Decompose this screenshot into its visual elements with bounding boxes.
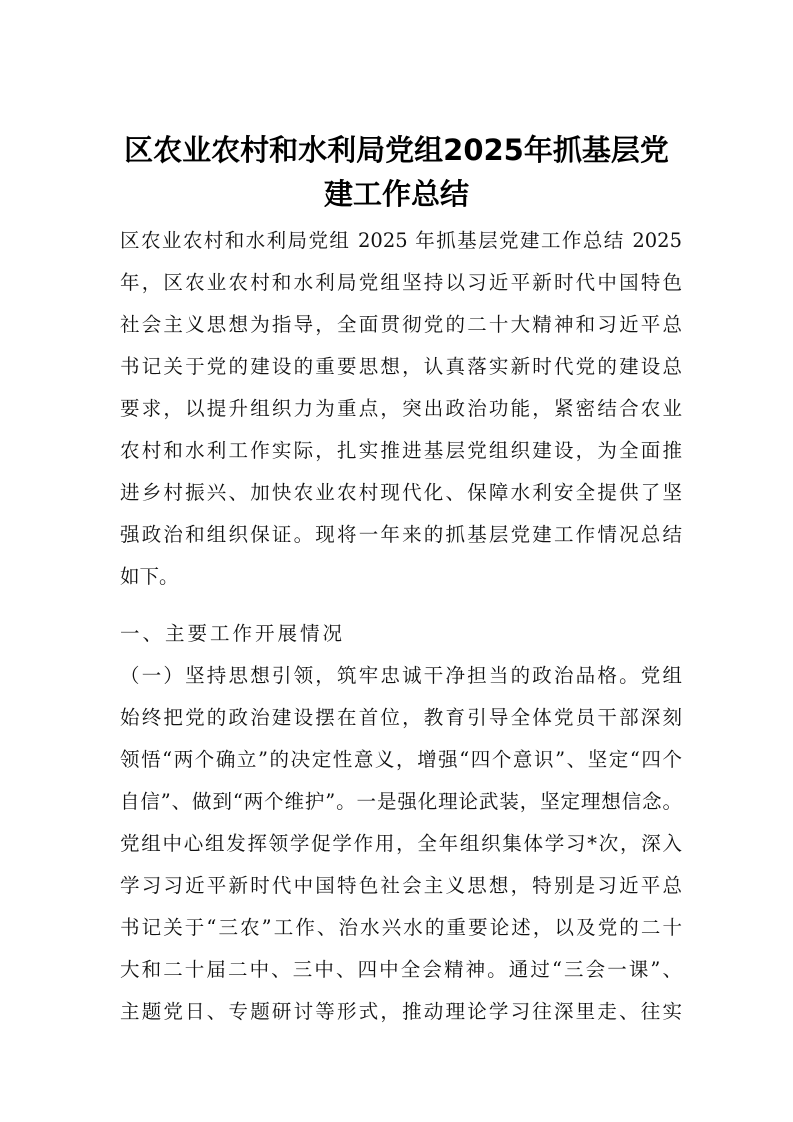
document-title-line-1: 区农业农村和水利局党组2025年抓基层党 [124, 133, 669, 167]
text-line: 年，区农业农村和水利局党组坚持以习近平新时代中国特色 [120, 271, 682, 294]
text-line: 进乡村振兴、加快农业农村现代化、保障水利安全提供了坚 [120, 481, 682, 504]
text-line: 始终把党的政治建设摆在首位，教育引导全体党员干部深刻 [120, 706, 682, 729]
text-line: 大和二十届二中、三中、四中全会精神。通过“三会一课”、 [120, 958, 682, 981]
text-line: 强政治和组织保证。现将一年来的抓基层党建工作情况总结 [120, 523, 682, 546]
text-line: 领悟“两个确立”的决定性意义，增强“四个意识”、坚定“四个 [120, 748, 682, 771]
text-line: 社会主义思想为指导，全面贯彻党的二十大精神和习近平总 [120, 313, 682, 336]
text-line: （一）坚持思想引领，筑牢忠诚干净担当的政治品格。党组 [120, 664, 682, 687]
text-line: 学习习近平新时代中国特色社会主义思想，特别是习近平总 [120, 874, 682, 897]
text-line: 书记关于“三农”工作、治水兴水的重要论述，以及党的二十 [120, 916, 682, 939]
text-line: 如下。 [120, 565, 179, 588]
text-line: 农村和水利工作实际，扎实推进基层党组织建设，为全面推 [120, 439, 682, 462]
document-title-line-2: 建工作总结 [323, 177, 469, 211]
text-line: 主题党日、专题研讨等形式，推动理论学习往深里走、往实 [120, 1000, 682, 1023]
text-line: 自信”、做到“两个维护”。一是强化理论武装，坚定理想信念。 [120, 790, 682, 813]
section-heading: 一、主要工作开展情况 [120, 622, 346, 645]
text-line: 书记关于党的建设的重要思想，认真落实新时代党的建设总 [120, 355, 682, 378]
text-line: 党组中心组发挥领学促学作用，全年组织集体学习*次，深入 [120, 832, 682, 855]
text-line: 区农业农村和水利局党组 2025 年抓基层党建工作总结 2025 [120, 229, 682, 252]
text-line: 要求，以提升组织力为重点，突出政治功能，紧密结合农业 [120, 397, 682, 420]
